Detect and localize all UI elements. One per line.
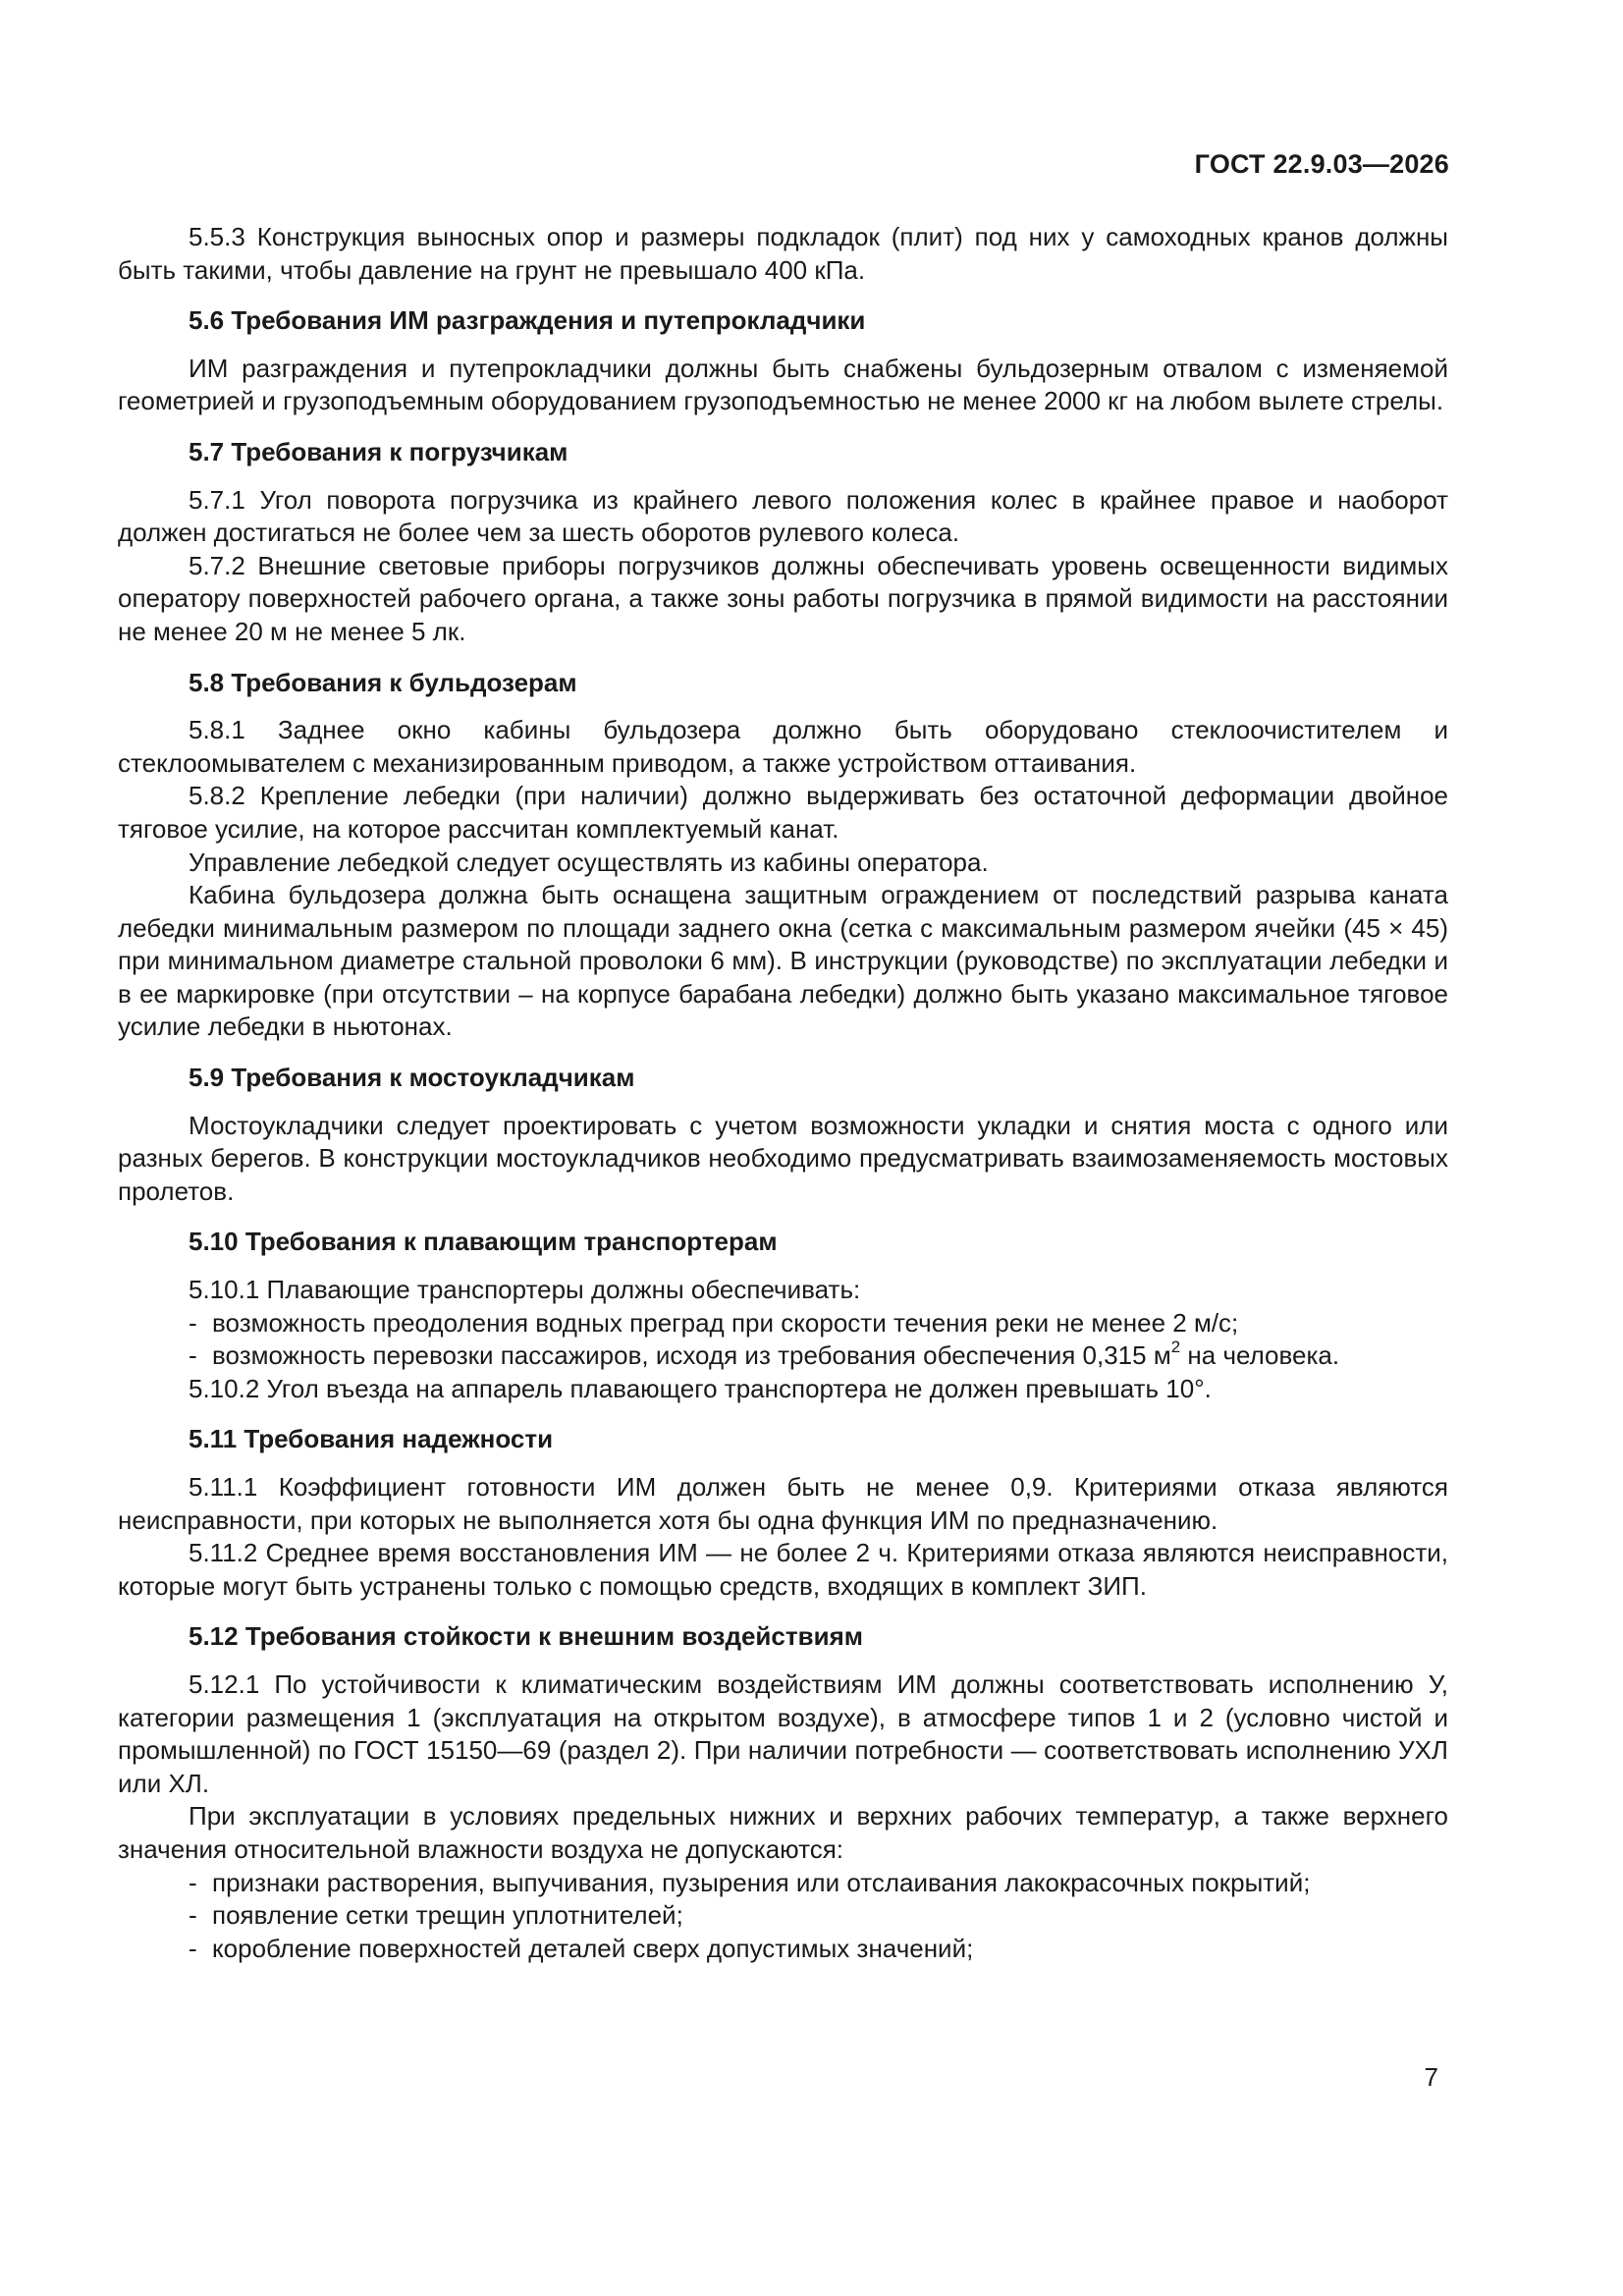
dash-marker: - xyxy=(189,1867,197,1897)
paragraph-5-6: ИМ разграждения и путепрокладчики должны быть снабжены бульдозерным отвалом с изменяемой геометрией и грузоподъемным оборудованием грузоподъемностью не менее 2000 кг на любом вылете стрелы. xyxy=(118,353,1448,416)
heading-5-7: 5.7 Требования к погрузчикам xyxy=(189,436,568,466)
superscript: 2 xyxy=(1170,1337,1181,1356)
paragraph-5-12-conditions: При эксплуатации в условиях предельных нижних и верхних рабочих температур, а также верхнего значения относительной влажности воздуха не допускаются: xyxy=(118,1801,1448,1864)
list-item: - появление сетки трещин уплотнителей; xyxy=(118,1899,1448,1933)
paragraph-5-7-2: 5.7.2 Внешние световые приборы погрузчиков должны обеспечивать уровень освещенности видимых оператору поверхностей рабочего органа, а также зоны работы погрузчика в прямой видимости на расстоянии не менее 20 м не менее 5 лк. xyxy=(118,550,1448,646)
paragraph-5-9: Мостоукладчики следует проектировать с учетом возможности укладки и снятия моста с одного или разных берегов. В конструкции мостоукладчиков необходимо предусматривать взаимозаменяемость мостовых пролетов. xyxy=(118,1110,1448,1206)
paragraph-5-12-1: 5.12.1 По устойчивости к климатическим воздействиям ИМ должны соответствовать исполнению У, категории размещения 1 (эксплуатация на открытом воздухе), в атмосфере типов 1 и 2 (условно чистой и промышленной) по ГОСТ 15150—69 (раздел 2). При наличии потребности — соответствовать исполнению УХЛ или ХЛ. xyxy=(118,1668,1448,1798)
paragraph-5-8-cabin: Кабина бульдозера должна быть оснащена защитным ограждением от последствий разрыва каната лебедки минимальным размером по площади заднего окна (сетка с максимальным размером ячейки (45 × 45) при минимальном диаметре стальной проволоки 6 мм). В инструкции (руководстве) по эксплуатации лебедки и в ее маркировке (при отсутствии – на корпусе барабана лебедки) должно быть указано максимальное тяговое усилие лебедки в ньютонах. xyxy=(118,880,1448,1042)
paragraph-5-8-2: 5.8.2 Крепление лебедки (при наличии) должно выдерживать без остаточной деформации двойное тяговое усилие, на которое рассчитан комплектуемый канат. xyxy=(118,781,1448,844)
dash-marker: - xyxy=(189,1340,197,1371)
heading-5-9: 5.9 Требования к мостоукладчикам xyxy=(189,1063,635,1093)
paragraph-5-11-1: 5.11.1 Коэффициент готовности ИМ должен быть не менее 0,9. Критериями отказа являются неисправности, при которых не выполняется хотя бы одна функция ИМ по предназначению. xyxy=(118,1472,1448,1535)
dash-marker: - xyxy=(189,1933,197,1963)
list-5-12 xyxy=(118,1867,1448,1966)
paragraph-5-5-3: 5.5.3 Конструкция выносных опор и размеры подкладок (плит) под них у самоходных кранов должны быть такими, чтобы давление на грунт не превышало 400 кПа. xyxy=(118,222,1448,285)
list-item: - коробление поверхностей деталей сверх допустимых значений; xyxy=(118,1933,1448,1966)
list-5-10-1 xyxy=(118,1307,1448,1373)
paragraph-5-10-1: 5.10.1 Плавающие транспортеры должны обеспечивать: xyxy=(189,1275,861,1305)
list-item: - признаки растворения, выпучивания, пузырения или отслаивания лакокрасочных покрытий; xyxy=(118,1867,1448,1900)
heading-5-12: 5.12 Требования стойкости к внешним воздействиям xyxy=(189,1621,863,1652)
list-item: - возможность преодоления водных преград при скорости течения реки не менее 2 м/с; xyxy=(118,1307,1448,1340)
paragraph-5-7-1: 5.7.1 Угол поворота погрузчика из крайнего левого положения колес в крайнее правое и наоборот должен достигаться не более чем за шесть оборотов рулевого колеса. xyxy=(118,484,1448,548)
document-id-header: ГОСТ 22.9.03—2026 xyxy=(1194,149,1449,179)
paragraph-5-11-2: 5.11.2 Среднее время восстановления ИМ — не более 2 ч. Критериями отказа являются неисправности, которые могут быть устранены только с помощью средств, входящих в комплект ЗИП. xyxy=(118,1538,1448,1601)
page-number: 7 xyxy=(1424,2062,1438,2092)
paragraph-5-8-1: 5.8.1 Заднее окно кабины бульдозера должно быть оборудовано стеклоочистителем и стеклоомывателем с механизированным приводом, а также устройством оттаивания. xyxy=(118,715,1448,778)
list-item: - возможность перевозки пассажиров, исходя из требования обеспечения 0,315 $м^2$ на человека. xyxy=(118,1339,1448,1373)
heading-5-8: 5.8 Требования к бульдозерам xyxy=(189,667,577,697)
heading-5-10: 5.10 Требования к плавающим транспортерам xyxy=(189,1227,778,1257)
paragraph-5-10-2: 5.10.2 Угол въезда на аппарель плавающего транспортера не должен превышать 10°. xyxy=(189,1373,1212,1403)
heading-5-6: 5.6 Требования ИМ разграждения и путепрокладчики xyxy=(189,305,866,336)
document-body xyxy=(118,221,1448,1965)
paragraph-5-8-control: Управление лебедкой следует осуществлять из кабины оператора. xyxy=(189,847,989,877)
heading-5-11: 5.11 Требования надежности xyxy=(189,1424,554,1454)
dash-marker: - xyxy=(189,1900,197,1931)
dash-marker: - xyxy=(189,1307,197,1338)
